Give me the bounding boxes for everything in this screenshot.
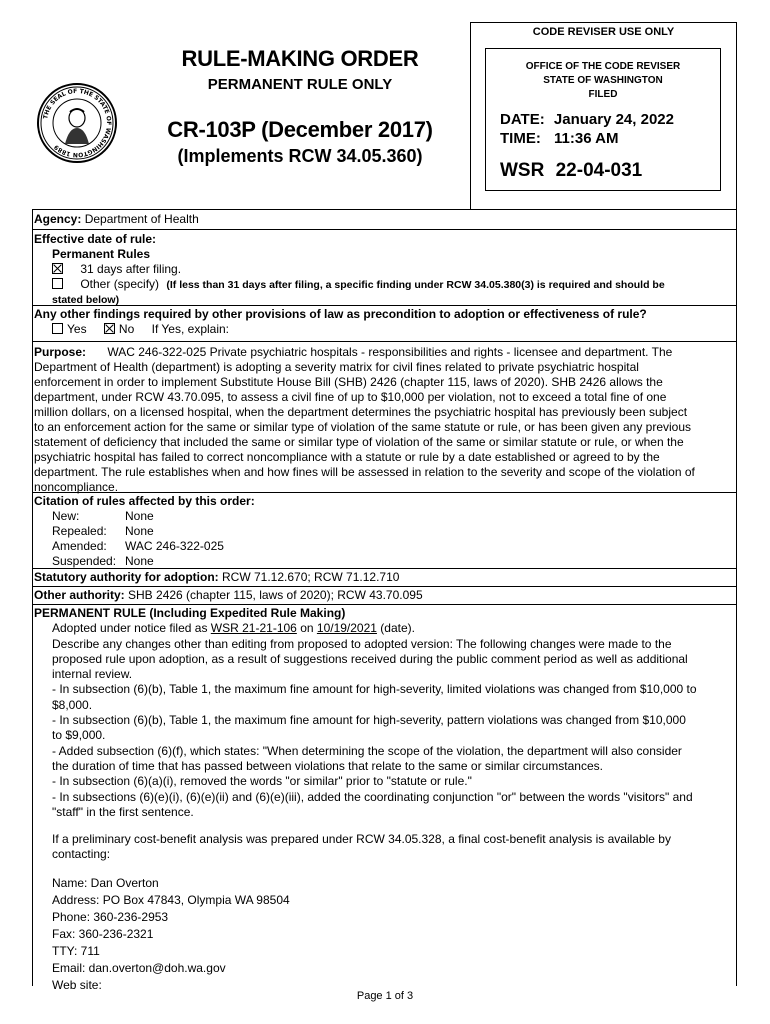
other-authority-value: SHB 2426 (chapter 115, laws of 2020); RCW 43.70.095 — [128, 588, 423, 602]
contact-fax: Fax: 360-236-2321 — [52, 926, 154, 941]
citation-value: None — [125, 509, 154, 523]
form-frame-left — [32, 209, 33, 986]
citation-key: New: — [52, 509, 80, 523]
changes-line: "staff" in the first sentence. — [52, 804, 194, 819]
citation-key: Suspended: — [52, 554, 117, 568]
changes-line: to $9,000. — [52, 728, 106, 743]
citation-value: None — [125, 524, 154, 538]
page-number: Page 1 of 3 — [356, 990, 414, 1002]
purpose-line: to an enforcement action for the same or similar type of violation of the same statute or rule, or has been given any previous — [34, 420, 692, 434]
divider — [32, 586, 737, 587]
citation-label: Citation of rules affected by this order: — [34, 494, 255, 508]
permanent-rule-section — [34, 606, 737, 994]
contact-phone: Phone: 360-236-2953 — [52, 909, 169, 924]
svg-text:THE SEAL OF THE STATE OF WASHI: THE SEAL OF THE STATE OF WASHINGTON 1889 — [42, 87, 113, 159]
changes-line: $8,000. — [52, 697, 93, 712]
checkbox-31-days[interactable] — [52, 263, 63, 274]
stamp-time-value: 11:36 AM — [554, 130, 619, 147]
stamp-wsr — [500, 160, 642, 182]
contact-address: Address: PO Box 47843, Olympia WA 98504 — [52, 892, 290, 907]
findings-explain-label: If Yes, explain: — [151, 322, 229, 336]
adopted-pre: Adopted under notice filed as — [52, 621, 208, 636]
divider — [32, 209, 737, 210]
changes-line: Describe any changes other than editing from proposed to adopted version: The following changes were made to the — [52, 636, 672, 651]
code-reviser-label: CODE REVISER USE ONLY — [532, 26, 675, 38]
changes-line: internal review. — [52, 667, 133, 682]
changes-line: - In subsection (6)(b), Table 1, the maximum fine amount for high-severity, limited violations was changed from $10,000 to — [52, 682, 697, 697]
option-other — [34, 277, 737, 293]
stamp-filed: FILED — [588, 89, 618, 100]
purpose-line: department, under RCW 43.70.095, to assess a civil fine of up to $10,000 per violation, not to exceed a total fine of one — [34, 390, 667, 404]
permanent-rules-label: Permanent Rules — [52, 247, 151, 261]
divider — [32, 604, 737, 605]
stamp-frame-top — [470, 22, 737, 23]
findings-section — [34, 307, 737, 337]
purpose-line: psychiatric hospital has failed to correct noncompliance with a statute or rule by a date established or agreed to by the — [34, 450, 660, 464]
agency-row — [34, 212, 737, 227]
form-id: CR-103P (December 2017) — [167, 117, 433, 142]
changes-line: - In subsection (6)(b), Table 1, the maximum fine amount for high-severity, pattern violations was changed from $10,000 — [52, 713, 686, 728]
effective-date-label: Effective date of rule: — [34, 232, 157, 246]
option-other-label: Other (specify) — [80, 277, 160, 291]
stamp-office: OFFICE OF THE CODE REVISER — [525, 61, 681, 72]
option-31-days-label: 31 days after filing. — [80, 262, 182, 276]
state-seal — [36, 82, 118, 164]
contact-website: Web site: — [52, 977, 102, 992]
citation-section — [34, 494, 737, 569]
stamp-wsr-value: 22-04-031 — [555, 160, 643, 181]
statutory-value: RCW 71.12.670; RCW 71.12.710 — [222, 570, 400, 584]
checkbox-yes[interactable] — [52, 323, 63, 334]
changes-line: - Added subsection (6)(f), which states: "When determining the scope of the violation, the department will also consider — [52, 743, 682, 758]
option-other-note-cont: stated below) — [52, 294, 120, 306]
purpose-line: statement of deficiency that included the same or similar type of violation of the same or similar statute or rule, or when the — [34, 435, 684, 449]
changes-line: - In subsections (6)(e)(i), (6)(e)(ii) and (6)(e)(iii), added the coordinating conjunction "or" between the words "visitors" and — [52, 789, 693, 804]
purpose-line: million dollars, on a licensed hospital, when the department determines the psychiatric hospital has previously been subject — [34, 405, 688, 419]
purpose-line: enforcement in order to implement Substitute House Bill (SHB) 2426 (chapter 115, laws of 2020). SHB 2426 allows the — [34, 375, 663, 389]
agency-label: Agency: — [34, 212, 82, 226]
filing-stamp — [485, 48, 721, 191]
stamp-time — [500, 130, 618, 147]
agency-value: Department of Health — [84, 212, 199, 226]
adopted-under-notice — [34, 621, 737, 636]
contact-name: Name: Dan Overton — [52, 875, 159, 890]
option-31-days — [34, 262, 737, 277]
stamp-wsr-label: WSR — [500, 160, 545, 181]
purpose-line: Department of Health (department) is adopting a severity matrix for civil fines related to private psychiatric hospital — [34, 360, 639, 374]
changes-line: proposed rule upon adoption, as a result of suggestions received during the public comment period as well as additional — [52, 651, 688, 666]
other-authority-row — [34, 588, 737, 603]
purpose-line: WAC 246-322-025 Private psychiatric hospitals - responsibilities and rights - licensee and department. The — [107, 345, 673, 359]
stamp-time-label: TIME: — [500, 130, 541, 147]
citation-value: None — [125, 554, 154, 568]
citation-key: Repealed: — [52, 524, 107, 538]
stamp-date-label: DATE: — [500, 111, 545, 128]
findings-label: Any other findings required by other provisions of law as precondition to adoption or effectiveness of rule? — [34, 307, 647, 321]
changes-line: the duration of time that has passed between violations that relate to the same or similar circumstances. — [52, 758, 603, 773]
purpose-section — [34, 345, 737, 495]
stamp-state: STATE OF WASHINGTON — [543, 75, 663, 86]
form-title: RULE-MAKING ORDER — [181, 46, 419, 71]
contact-tty: TTY: 711 — [52, 943, 100, 958]
implements-rcw: (Implements RCW 34.05.360) — [177, 146, 423, 166]
adopted-date: 10/19/2021 — [316, 621, 377, 636]
citation-value: WAC 246-322-025 — [125, 539, 224, 553]
divider — [32, 341, 737, 342]
findings-no-label: No — [118, 322, 135, 336]
purpose-line: department. The rule establishes when and how fines will be assessed in relation to the severity and scope of the violation of — [34, 465, 695, 479]
adopted-wsr: WSR 21-21-106 — [210, 621, 297, 636]
cba-line: contacting: — [52, 847, 111, 862]
cba-line: If a preliminary cost-benefit analysis was prepared under RCW 34.05.328, a final cost-benefit analysis is available by — [52, 832, 671, 847]
statutory-label: Statutory authority for adoption: — [34, 570, 219, 584]
stamp-frame-left — [470, 22, 471, 210]
permanent-rule-label: PERMANENT RULE (Including Expedited Rule Making) — [34, 606, 346, 620]
checkbox-other[interactable] — [52, 278, 63, 289]
contact-email: Email: dan.overton@doh.wa.gov — [52, 960, 226, 975]
form-subtitle: PERMANENT RULE ONLY — [207, 76, 393, 93]
other-authority-label: Other authority: — [34, 588, 125, 602]
citation-key: Amended: — [52, 539, 107, 553]
adopted-post: (date). — [380, 621, 415, 636]
purpose-label: Purpose: — [34, 345, 87, 359]
effective-date-section — [34, 232, 737, 308]
changes-line: - In subsection (6)(a)(i), removed the words "or similar" prior to "statute or rule." — [52, 774, 472, 789]
stamp-date-value: January 24, 2022 — [553, 111, 674, 128]
checkbox-no[interactable] — [104, 323, 115, 334]
stamp-date — [500, 111, 674, 128]
findings-yes-label: Yes — [67, 322, 87, 336]
statutory-authority-row — [34, 570, 737, 585]
option-other-note: (If less than 31 days after filing, a specific finding under RCW 34.05.380(3) is required and should be — [166, 279, 665, 291]
purpose-line: noncompliance. — [34, 480, 119, 494]
divider — [32, 229, 737, 230]
adopted-on: on — [300, 621, 314, 636]
